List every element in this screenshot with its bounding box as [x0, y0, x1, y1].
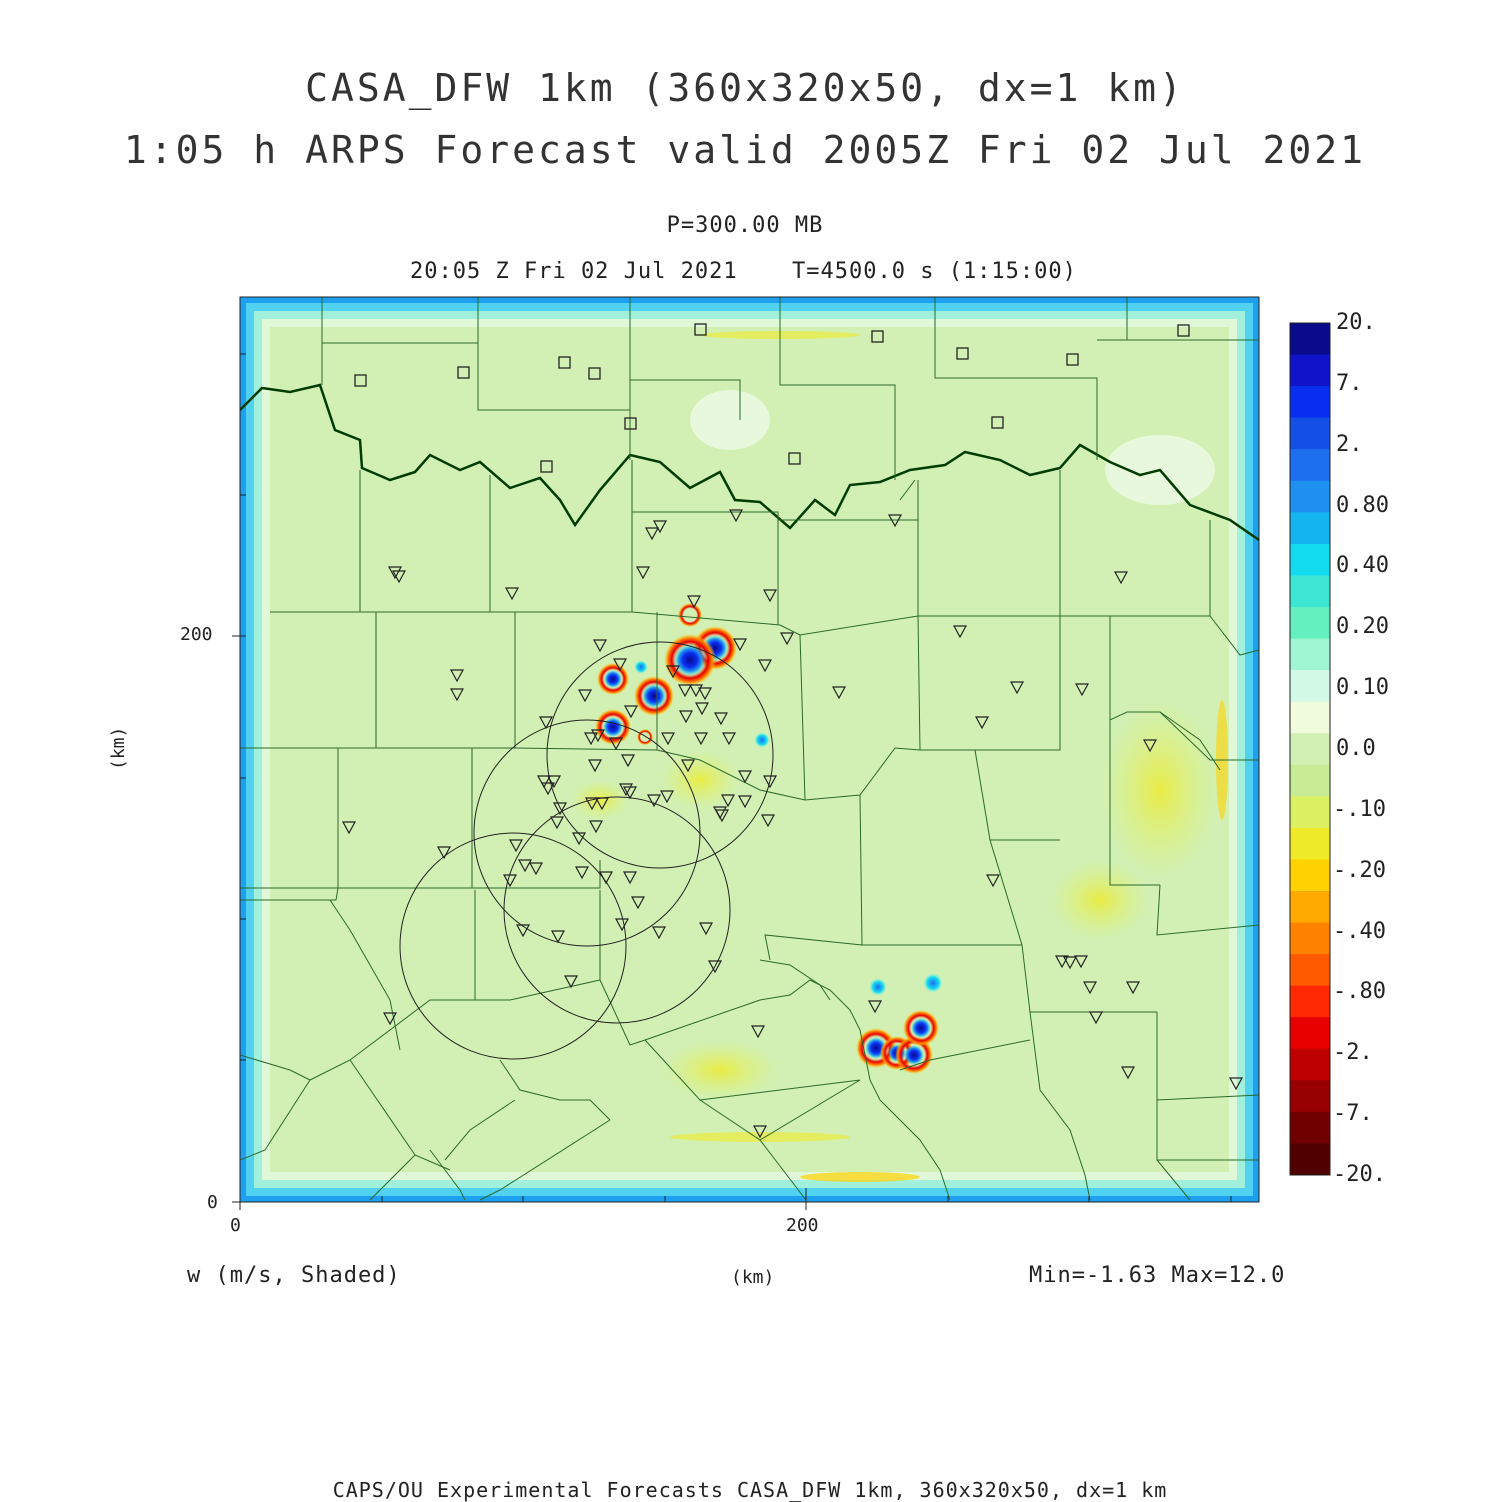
colorbar-label: 7.: [1336, 370, 1363, 396]
y-axis-label: (km): [108, 726, 129, 770]
colorbar-label: 2.: [1336, 431, 1363, 457]
footer-credit: CAPS/OU Experimental Forecasts CASA_DFW 1km, 360x320x50, dx=1 km: [332, 1478, 1168, 1502]
colorbar-label: 20.: [1336, 310, 1376, 335]
x-tick-200: 200: [786, 1215, 819, 1236]
y-tick-200: 200: [180, 624, 213, 645]
colorbar-label: 0.10: [1336, 675, 1389, 701]
colorbar-label: 0.20: [1336, 614, 1389, 640]
y-tick-0: 0: [207, 1192, 218, 1213]
valid-time: 20:05 Z Fri 02 Jul 2021: [410, 259, 738, 284]
colorbar-label: -7.: [1333, 1101, 1373, 1127]
colorbar-label: -20.: [1333, 1162, 1386, 1187]
colorbar-label: 0.40: [1336, 553, 1389, 579]
colorbar-label: -.10: [1333, 796, 1386, 822]
title-line-2: 1:05 h ARPS Forecast valid 2005Z Fri 02 Jul 2021: [123, 128, 1367, 172]
field-label: w (m/s, Shaded): [187, 1263, 401, 1288]
colorbar-label: 0.80: [1336, 492, 1389, 518]
colorbar-label: -.40: [1333, 918, 1386, 944]
title-line-1: CASA_DFW 1km (360x320x50, dx=1 km): [305, 66, 1185, 110]
pressure-level: P=300.00 MB: [666, 213, 824, 238]
time-step: T=4500.0 s (1:15:00): [792, 259, 1077, 284]
x-axis-label: (km): [731, 1267, 775, 1288]
colorbar-label: -.20: [1333, 857, 1386, 883]
min-max: Min=-1.63 Max=12.0: [1029, 1263, 1286, 1288]
colorbar-label: -2.: [1333, 1040, 1373, 1066]
colorbar-label: -.80: [1333, 979, 1386, 1005]
x-tick-0: 0: [230, 1215, 241, 1236]
map-field: [232, 297, 1259, 1210]
colorbar-label: 0.0: [1336, 736, 1376, 761]
